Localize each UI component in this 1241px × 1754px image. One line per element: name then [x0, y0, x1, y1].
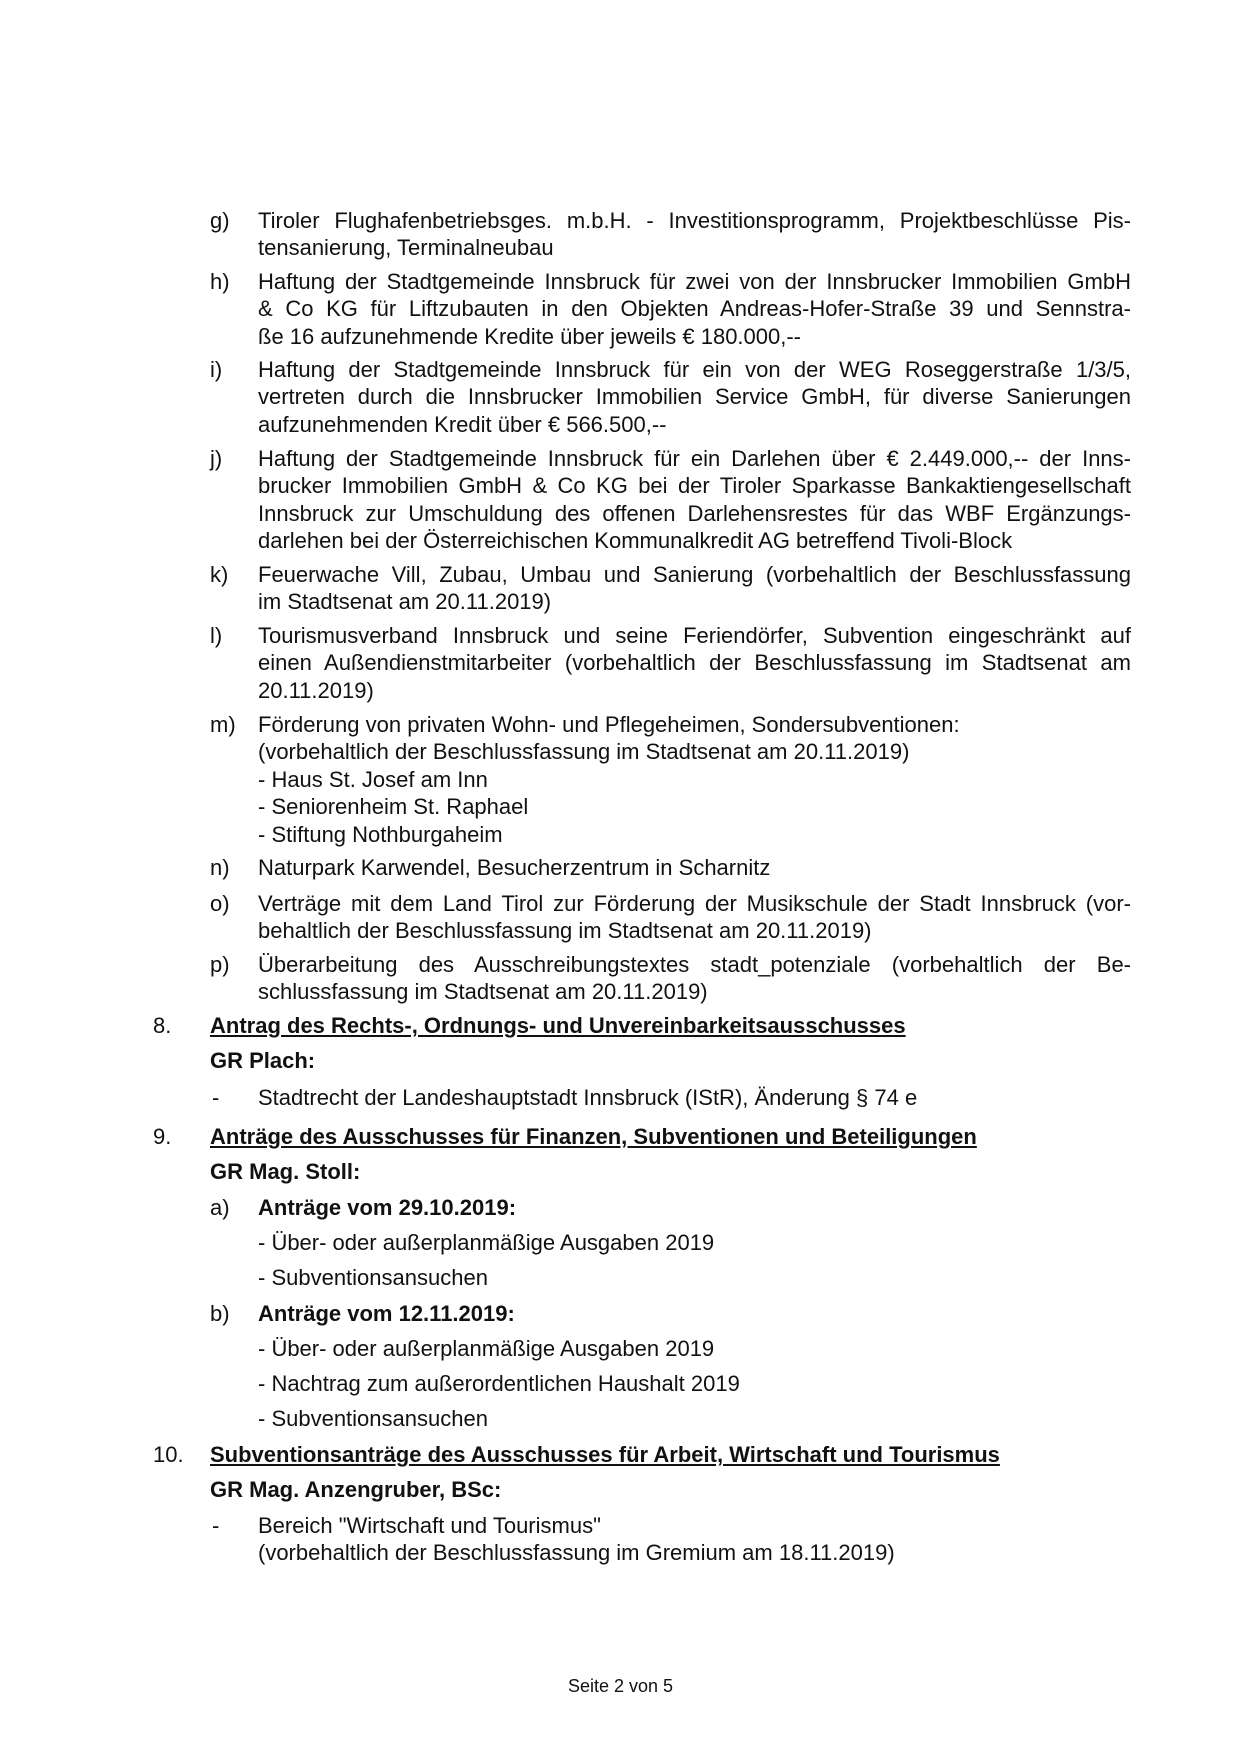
section-item-text: (vorbehaltlich der Beschlussfassung im Gremium am 18.11.2019): [258, 1540, 895, 1565]
section-item-text: Bereich "Wirtschaft und Tourismus": [258, 1513, 601, 1538]
item-line: Feuerwache Vill, Zubau, Umbau und Sanierung (vorbehaltlich der Beschlussfassung: [258, 562, 1131, 587]
section-heading: Anträge des Ausschusses für Finanzen, Subventionen und Beteiligungen: [210, 1124, 977, 1149]
section-heading: Subventionsanträge des Ausschusses für Arbeit, Wirtschaft und Tourismus: [210, 1442, 1000, 1467]
item-label: m): [210, 712, 236, 737]
item-text: [258, 711, 1131, 848]
item-line: tensanierung, Terminalneubau: [258, 235, 554, 261]
item-dash: -: [212, 1085, 220, 1110]
section-number: 10.: [153, 1442, 184, 1467]
item-line: Förderung von privaten Wohn- und Pflegeheimen, Sondersubventionen:: [258, 712, 960, 737]
item-text: [258, 268, 1131, 350]
section-heading: Antrag des Rechts-, Ordnungs- und Unvereinbarkeitsausschusses: [210, 1013, 906, 1038]
item-label: h): [210, 269, 230, 294]
item-line: Naturpark Karwendel, Besucherzentrum in Scharnitz: [258, 855, 771, 880]
item-label: k): [210, 562, 229, 587]
item-line: vertreten durch die Innsbrucker Immobilien Service GmbH, für diverse Sanierungen: [258, 384, 1131, 410]
item-label: l): [210, 623, 223, 648]
item-line: Verträge mit dem Land Tirol zur Förderung der Musikschule der Stadt Innsbruck (vor-: [258, 891, 1131, 916]
item-label: o): [210, 891, 230, 916]
speaker-name: GR Mag. Stoll:: [210, 1159, 361, 1184]
item-text: [258, 890, 1131, 945]
speaker-name: GR Plach:: [210, 1048, 316, 1073]
item-line: Innsbruck zur Umschuldung des offenen Darlehensrestes für das WBF Ergänzungs-: [258, 500, 1131, 526]
section-number: 8.: [153, 1013, 172, 1038]
item-line: Tourismusverband Innsbruck und seine Feriendörfer, Subvention eingeschränkt auf: [258, 623, 1131, 648]
subsection-a-item: - Über- oder außerplanmäßige Ausgaben 2019: [258, 1230, 715, 1255]
item-line: Haftung der Stadtgemeinde Innsbruck für ein von der WEG Roseggerstraße 1/3/5,: [258, 357, 1131, 382]
item-text: [258, 622, 1131, 704]
item-line: & Co KG für Liftzubauten in den Objekten Andreas-Hofer-Straße 39 und Sennstra-: [258, 296, 1131, 322]
item-line: - Seniorenheim St. Raphael: [258, 794, 529, 820]
subsection-b-item: - Subventionsansuchen: [258, 1406, 488, 1431]
subsection-a-item: - Subventionsansuchen: [258, 1265, 488, 1290]
item-text: [258, 207, 1131, 262]
speaker-name: GR Mag. Anzengruber, BSc:: [210, 1477, 502, 1502]
item-label: g): [210, 208, 230, 233]
subsection-title-b: Anträge vom 12.11.2019:: [258, 1301, 515, 1326]
subsection-b-item: - Nachtrag zum außerordentlichen Haushalt 2019: [258, 1371, 740, 1396]
item-label: j): [210, 446, 223, 471]
item-line: Überarbeitung des Ausschreibungstextes stadt_potenziale (vorbehaltlich der Be-: [258, 952, 1131, 977]
item-line: ße 16 aufzunehmende Kredite über jeweils € 180.000,--: [258, 323, 802, 349]
item-line: im Stadtsenat am 20.11.2019): [258, 589, 552, 615]
item-text: [258, 951, 1131, 1006]
item-label: n): [210, 855, 230, 880]
item-line: Haftung der Stadtgemeinde Innsbruck für zwei von der Innsbrucker Immobilien GmbH: [258, 269, 1131, 294]
subsection-label-b: b): [210, 1301, 230, 1326]
item-line: brucker Immobilien GmbH & Co KG bei der Tiroler Sparkasse Bankaktiengesellschaft: [258, 473, 1131, 499]
item-line: - Haus St. Josef am Inn: [258, 766, 488, 792]
item-line: aufzunehmenden Kredit über € 566.500,--: [258, 411, 667, 437]
item-line: einen Außendienstmitarbeiter (vorbehaltlich der Beschlussfassung im Stadtsenat am: [258, 650, 1131, 676]
item-line: - Stiftung Nothburgaheim: [258, 821, 503, 847]
item-text: [258, 356, 1131, 438]
subsection-b-item: - Über- oder außerplanmäßige Ausgaben 2019: [258, 1336, 715, 1361]
item-text: [258, 445, 1131, 555]
item-line: (vorbehaltlich der Beschlussfassung im Stadtsenat am 20.11.2019): [258, 739, 910, 765]
item-label: p): [210, 952, 230, 977]
subsection-label-a: a): [210, 1195, 230, 1220]
item-label: i): [210, 357, 223, 382]
item-line: Haftung der Stadtgemeinde Innsbruck für ein Darlehen über € 2.449.000,-- der Inns-: [258, 446, 1131, 471]
subsection-title-a: Anträge vom 29.10.2019:: [258, 1195, 517, 1220]
item-line: behaltlich der Beschlussfassung im Stadtsenat am 20.11.2019): [258, 918, 872, 944]
page-footer: Seite 2 von 5: [567, 1676, 674, 1696]
section-number: 9.: [153, 1124, 172, 1149]
item-text: [258, 854, 1131, 881]
section-item-text: Stadtrecht der Landeshauptstadt Innsbruck (IStR), Änderung § 74 e: [258, 1085, 918, 1110]
item-line: schlussfassung im Stadtsenat am 20.11.2019): [258, 979, 708, 1005]
item-line: Tiroler Flughafenbetriebsges. m.b.H. - Investitionsprogramm, Projektbeschlüsse Pis-: [258, 208, 1131, 233]
item-line: darlehen bei der Österreichischen Kommunalkredit AG betreffend Tivoli-Block: [258, 528, 1013, 554]
item-line: 20.11.2019): [258, 677, 374, 703]
item-dash: -: [212, 1513, 220, 1538]
item-text: [258, 561, 1131, 616]
